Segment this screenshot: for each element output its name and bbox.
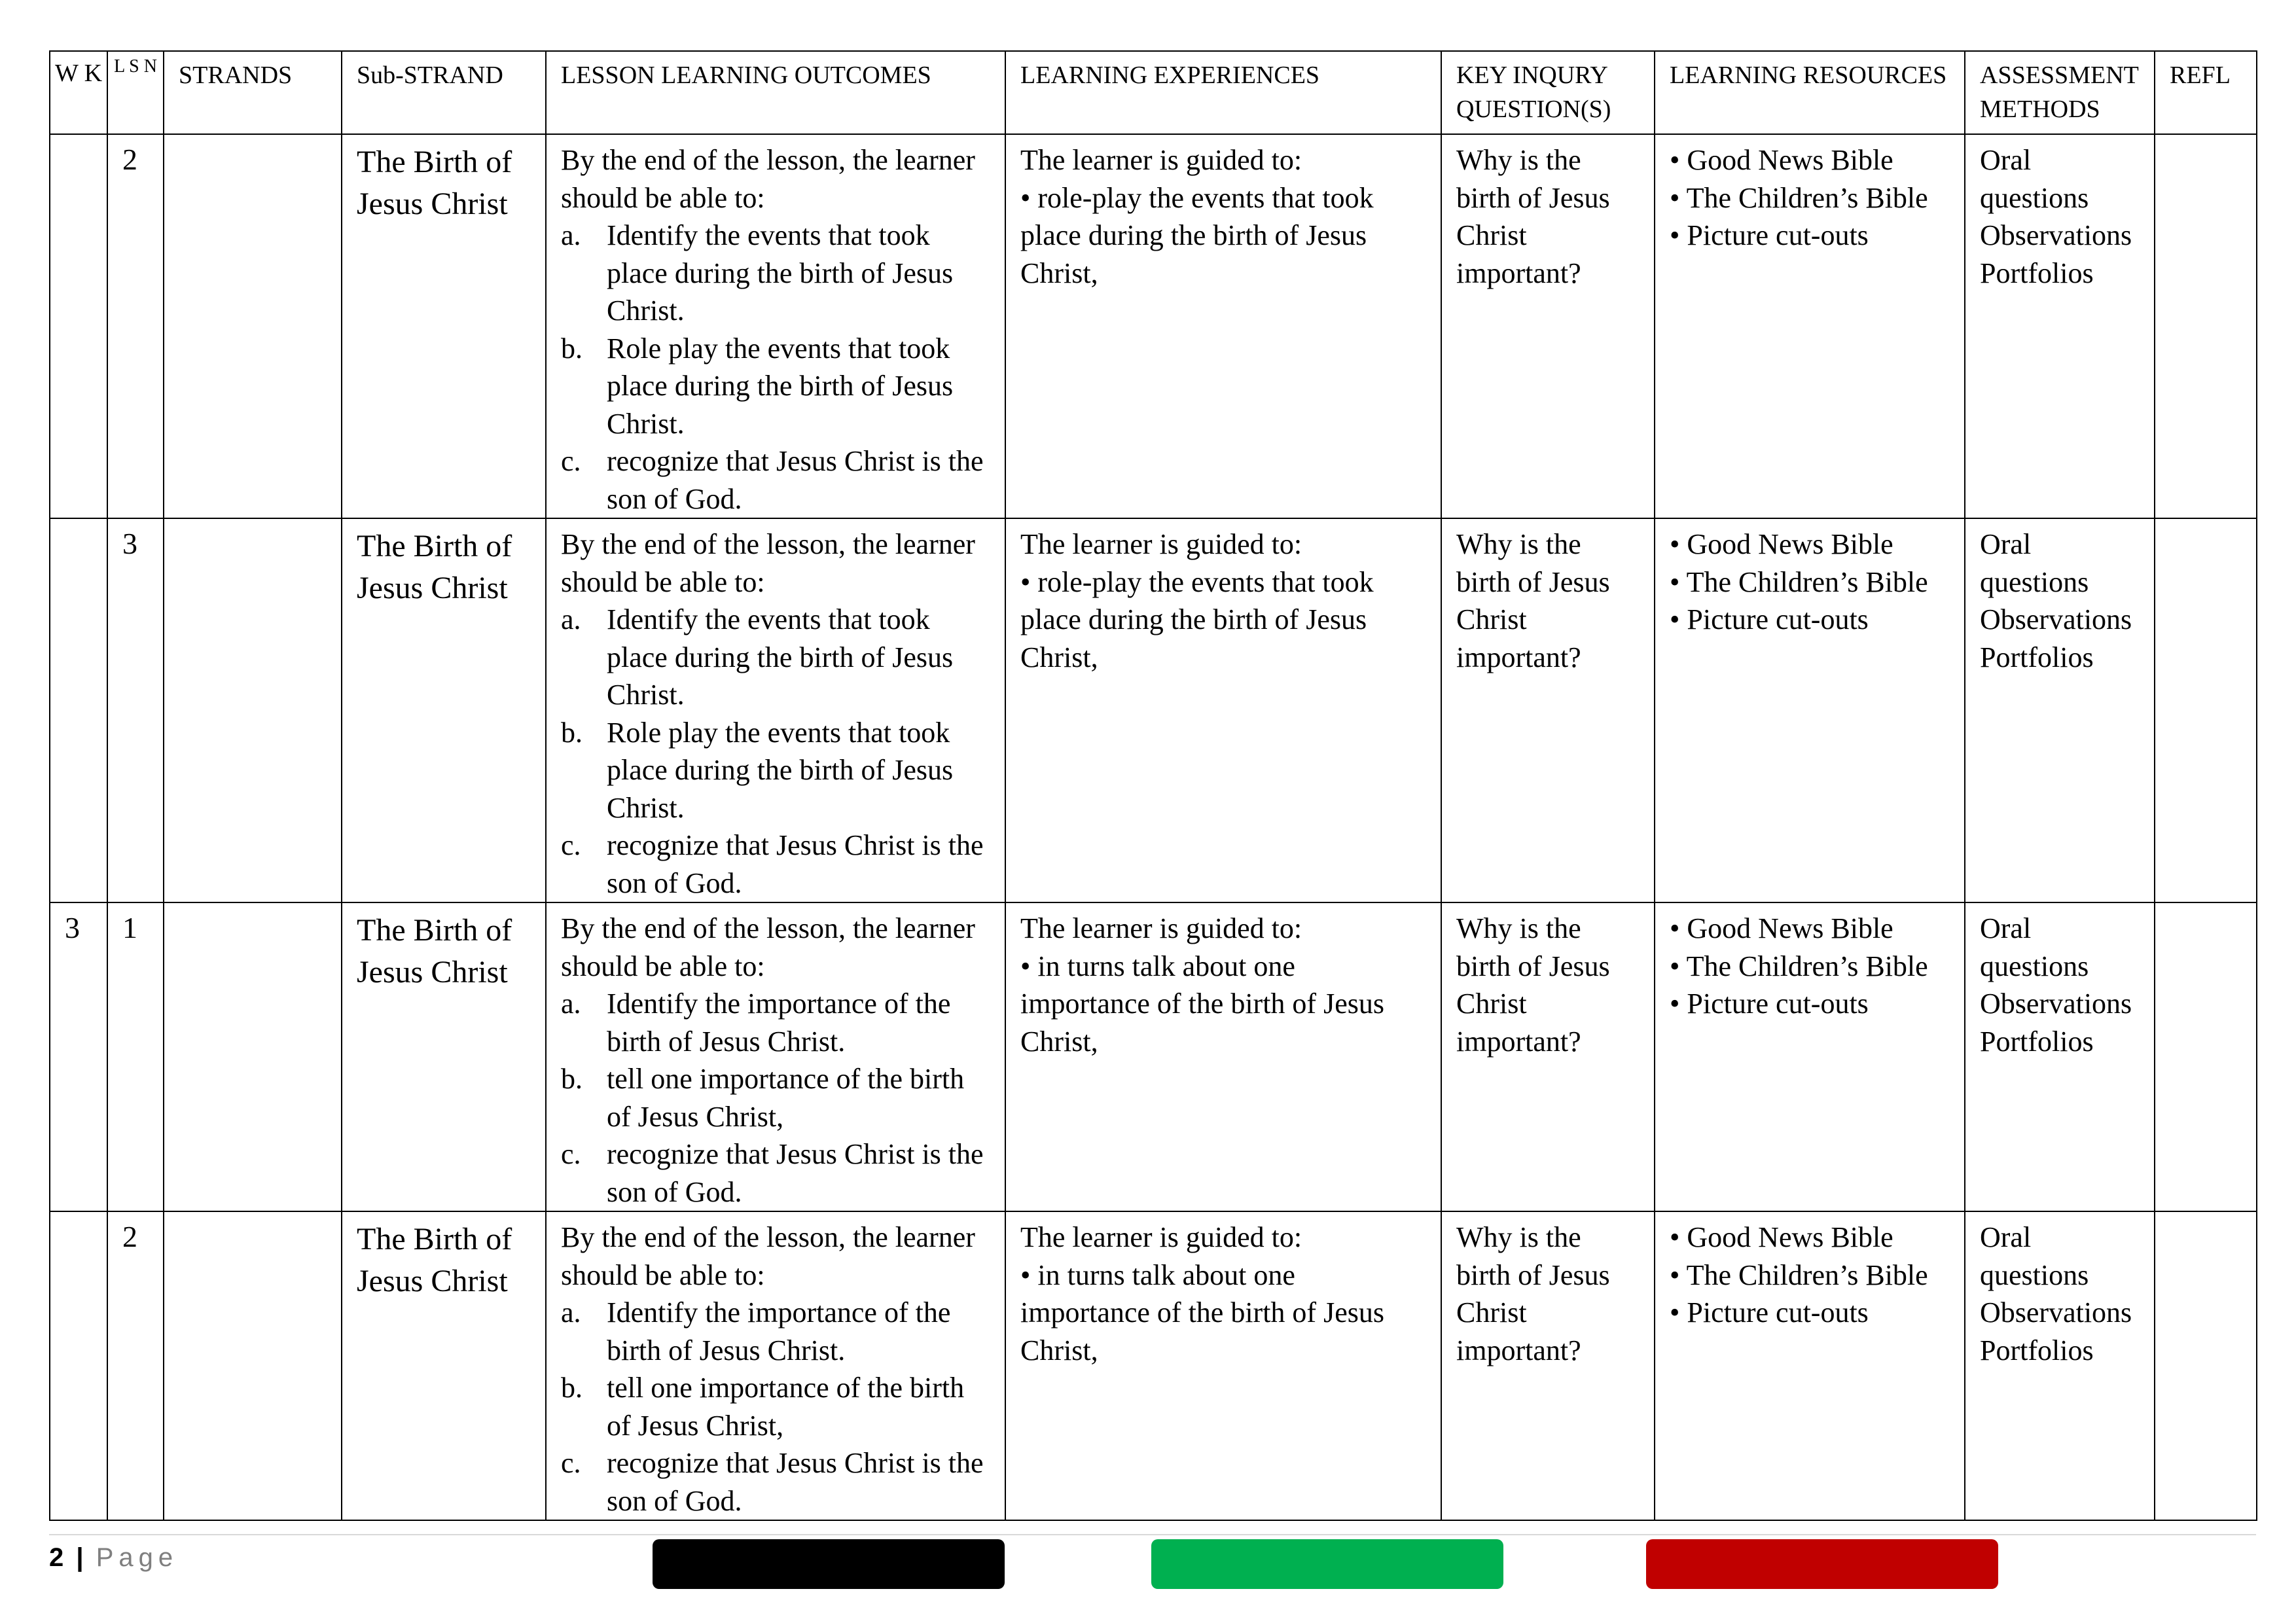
flag-bar-black — [653, 1539, 1005, 1589]
cell-experiences — [1005, 518, 1441, 902]
resource-item: • The Children’s Bible — [1670, 1258, 1928, 1291]
cell-outcomes — [546, 902, 1005, 1211]
list-marker: c. — [561, 1138, 581, 1170]
resource-item: • Good News Bible — [1670, 144, 1893, 176]
cell-substrand: The Birth of Jesus Christ — [342, 902, 546, 1211]
list-item — [561, 601, 990, 714]
footer-divider — [49, 1534, 2256, 1535]
cell-refl — [2155, 902, 2257, 1211]
experiences-item: • in turns talk about one importance of the birth of Jesus Christ, — [1020, 950, 1384, 1058]
outcome-text: recognize that Jesus Christ is the son of God. — [607, 445, 984, 515]
list-marker: b. — [561, 1063, 583, 1095]
list-item — [561, 442, 990, 518]
outcomes-intro: By the end of the lesson, the learner should be able to: — [561, 144, 975, 214]
cell-resources — [1655, 1211, 1965, 1520]
cell-wk — [50, 518, 107, 902]
flag-bar-red — [1646, 1539, 1998, 1589]
outcome-text: Role play the events that took place during the birth of Jesus Christ. — [607, 332, 954, 440]
list-marker: a. — [561, 988, 581, 1020]
header-outcomes: LESSON LEARNING OUTCOMES — [546, 51, 1005, 134]
outcomes-list — [561, 601, 990, 902]
header-experiences: LEARNING EXPERIENCES — [1005, 51, 1441, 134]
outcome-text: Identify the importance of the birth of Jesus Christ. — [607, 988, 951, 1058]
experiences-intro: The learner is guided to: — [1020, 528, 1302, 560]
outcome-text: Identify the events that took place during the birth of Jesus Christ. — [607, 603, 954, 711]
outcomes-intro: By the end of the lesson, the learner should be able to: — [561, 912, 975, 982]
page-number-separator: | — [76, 1543, 84, 1572]
list-marker: c. — [561, 1447, 581, 1479]
outcomes-list — [561, 217, 990, 518]
list-marker: c. — [561, 445, 581, 477]
outcomes-intro: By the end of the lesson, the learner should be able to: — [561, 528, 975, 598]
resource-item: • The Children’s Bible — [1670, 950, 1928, 982]
experiences-item: • role-play the events that took place during the birth of Jesus Christ, — [1020, 565, 1374, 673]
cell-substrand: The Birth of Jesus Christ — [342, 134, 546, 518]
outcome-text: Identify the events that took place during the birth of Jesus Christ. — [607, 219, 954, 327]
cell-assessment: Oral questions Observations Portfolios — [1965, 134, 2155, 518]
resource-item: • Good News Bible — [1670, 1221, 1893, 1253]
cell-wk: 3 — [50, 902, 107, 1211]
cell-outcomes — [546, 518, 1005, 902]
cell-strand — [164, 902, 342, 1211]
cell-outcomes — [546, 134, 1005, 518]
list-marker: c. — [561, 829, 581, 861]
flag-bar-green — [1151, 1539, 1503, 1589]
list-marker: a. — [561, 603, 581, 635]
list-marker: b. — [561, 1372, 583, 1404]
experiences-intro: The learner is guided to: — [1020, 1221, 1302, 1253]
cell-assessment: Oral questions Observations Portfolios — [1965, 1211, 2155, 1520]
list-item — [561, 1444, 990, 1520]
experiences-item: • in turns talk about one importance of the birth of Jesus Christ, — [1020, 1258, 1384, 1366]
outcomes-list — [561, 1294, 990, 1520]
cell-resources — [1655, 902, 1965, 1211]
page-number-value: 2 — [49, 1543, 64, 1572]
list-item — [561, 985, 990, 1060]
outcome-text: tell one importance of the birth of Jesus Christ, — [607, 1372, 965, 1442]
list-item — [561, 1294, 990, 1369]
list-marker: b. — [561, 716, 583, 749]
cell-experiences — [1005, 1211, 1441, 1520]
cell-inquiry: Why is the birth of Jesus Christ important? — [1441, 518, 1655, 902]
cell-lsn: 1 — [107, 902, 164, 1211]
cell-inquiry: Why is the birth of Jesus Christ important? — [1441, 134, 1655, 518]
resource-item: • Picture cut-outs — [1670, 219, 1869, 251]
table-row — [50, 134, 2257, 518]
outcome-text: Role play the events that took place during the birth of Jesus Christ. — [607, 716, 954, 824]
outcome-text: recognize that Jesus Christ is the son of God. — [607, 829, 984, 899]
cell-wk — [50, 1211, 107, 1520]
cell-strand — [164, 1211, 342, 1520]
cell-substrand: The Birth of Jesus Christ — [342, 1211, 546, 1520]
cell-refl — [2155, 1211, 2257, 1520]
cell-substrand: The Birth of Jesus Christ — [342, 518, 546, 902]
list-item — [561, 714, 990, 827]
list-item — [561, 217, 990, 330]
list-marker: b. — [561, 332, 583, 365]
table-row — [50, 1211, 2257, 1520]
header-inquiry: KEY INQURY QUESTION(S) — [1441, 51, 1655, 134]
cell-refl — [2155, 518, 2257, 902]
scheme-of-work-table — [49, 50, 2257, 1521]
header-substrand: Sub-STRAND — [342, 51, 546, 134]
cell-inquiry: Why is the birth of Jesus Christ important? — [1441, 1211, 1655, 1520]
header-row — [50, 51, 2257, 134]
cell-strand — [164, 134, 342, 518]
outcomes-intro: By the end of the lesson, the learner should be able to: — [561, 1221, 975, 1291]
resource-item: • Good News Bible — [1670, 528, 1893, 560]
experiences-intro: The learner is guided to: — [1020, 912, 1302, 944]
outcome-text: tell one importance of the birth of Jesus Christ, — [607, 1063, 965, 1133]
header-resources: LEARNING RESOURCES — [1655, 51, 1965, 134]
cell-strand — [164, 518, 342, 902]
list-item — [561, 827, 990, 902]
outcomes-list — [561, 985, 990, 1211]
list-item — [561, 1135, 990, 1211]
cell-assessment: Oral questions Observations Portfolios — [1965, 518, 2155, 902]
cell-outcomes — [546, 1211, 1005, 1520]
resource-item: • Picture cut-outs — [1670, 988, 1869, 1020]
table-row — [50, 518, 2257, 902]
resource-item: • The Children’s Bible — [1670, 181, 1928, 214]
list-item — [561, 1060, 990, 1135]
cell-lsn: 2 — [107, 1211, 164, 1520]
cell-inquiry: Why is the birth of Jesus Christ important? — [1441, 902, 1655, 1211]
header-refl: REFL — [2155, 51, 2257, 134]
page-label: Page — [96, 1543, 179, 1572]
outcome-text: recognize that Jesus Christ is the son of God. — [607, 1138, 984, 1208]
list-item — [561, 1369, 990, 1444]
resource-item: • The Children’s Bible — [1670, 565, 1928, 598]
header-strands: STRANDS — [164, 51, 342, 134]
outcome-text: recognize that Jesus Christ is the son of God. — [607, 1447, 984, 1517]
cell-assessment: Oral questions Observations Portfolios — [1965, 902, 2155, 1211]
resource-item: • Good News Bible — [1670, 912, 1893, 944]
list-item — [561, 330, 990, 443]
experiences-intro: The learner is guided to: — [1020, 144, 1302, 176]
cell-experiences — [1005, 134, 1441, 518]
cell-lsn: 3 — [107, 518, 164, 902]
header-wk: W K — [50, 51, 107, 134]
cell-refl — [2155, 134, 2257, 518]
header-assessment: ASSESSMENT METHODS — [1965, 51, 2155, 134]
resource-item: • Picture cut-outs — [1670, 603, 1869, 635]
outcome-text: Identify the importance of the birth of Jesus Christ. — [607, 1296, 951, 1366]
header-lsn: L S N — [107, 51, 164, 134]
cell-resources — [1655, 134, 1965, 518]
list-marker: a. — [561, 1296, 581, 1329]
page-number — [49, 1539, 178, 1576]
resource-item: • Picture cut-outs — [1670, 1296, 1869, 1329]
list-marker: a. — [561, 219, 581, 251]
cell-experiences — [1005, 902, 1441, 1211]
table-row — [50, 902, 2257, 1211]
experiences-item: • role-play the events that took place during the birth of Jesus Christ, — [1020, 181, 1374, 289]
cell-lsn: 2 — [107, 134, 164, 518]
cell-resources — [1655, 518, 1965, 902]
cell-wk — [50, 134, 107, 518]
